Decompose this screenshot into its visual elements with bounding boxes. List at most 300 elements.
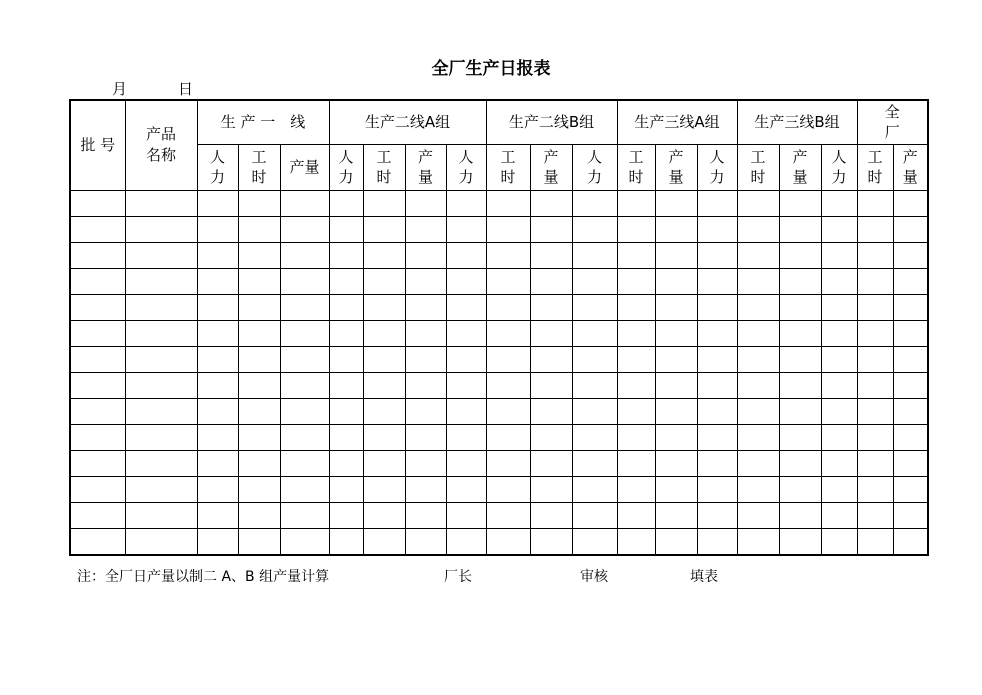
table-cell[interactable] bbox=[446, 268, 486, 294]
table-row bbox=[70, 398, 928, 424]
table-cell[interactable] bbox=[446, 216, 486, 242]
table-cell[interactable] bbox=[329, 450, 363, 476]
table-cell[interactable] bbox=[238, 450, 280, 476]
table-cell[interactable] bbox=[655, 398, 697, 424]
table-cell[interactable] bbox=[70, 502, 125, 528]
table-cell[interactable] bbox=[70, 242, 125, 268]
table-cell[interactable] bbox=[70, 450, 125, 476]
sub-renli: 人力 bbox=[446, 144, 486, 190]
table-cell[interactable] bbox=[280, 216, 329, 242]
table-cell[interactable] bbox=[405, 268, 446, 294]
table-cell[interactable] bbox=[363, 502, 405, 528]
table-cell[interactable] bbox=[617, 346, 655, 372]
table-cell[interactable] bbox=[893, 424, 928, 450]
table-cell[interactable] bbox=[655, 242, 697, 268]
table-row bbox=[70, 528, 928, 555]
table-row bbox=[70, 476, 928, 502]
table-cell[interactable] bbox=[737, 372, 779, 398]
table-cell[interactable] bbox=[486, 346, 530, 372]
table-cell[interactable] bbox=[125, 502, 197, 528]
table-cell[interactable] bbox=[821, 502, 857, 528]
table-cell[interactable] bbox=[737, 320, 779, 346]
table-cell[interactable] bbox=[893, 294, 928, 320]
table-cell[interactable] bbox=[530, 424, 572, 450]
table-cell[interactable] bbox=[238, 372, 280, 398]
table-cell[interactable] bbox=[197, 268, 238, 294]
table-cell[interactable] bbox=[125, 346, 197, 372]
table-cell[interactable] bbox=[486, 242, 530, 268]
table-cell[interactable] bbox=[821, 372, 857, 398]
table-cell[interactable] bbox=[697, 372, 737, 398]
table-cell[interactable] bbox=[405, 424, 446, 450]
table-cell[interactable] bbox=[697, 502, 737, 528]
table-cell[interactable] bbox=[530, 320, 572, 346]
table-cell[interactable] bbox=[737, 398, 779, 424]
table-cell[interactable] bbox=[446, 294, 486, 320]
table-cell[interactable] bbox=[572, 372, 617, 398]
table-cell[interactable] bbox=[779, 398, 821, 424]
table-cell[interactable] bbox=[280, 268, 329, 294]
table-cell[interactable] bbox=[572, 398, 617, 424]
table-cell[interactable] bbox=[572, 320, 617, 346]
table-cell[interactable] bbox=[329, 320, 363, 346]
table-cell[interactable] bbox=[779, 294, 821, 320]
table-cell[interactable] bbox=[655, 528, 697, 555]
table-cell[interactable] bbox=[617, 398, 655, 424]
table-cell[interactable] bbox=[530, 372, 572, 398]
table-cell[interactable] bbox=[197, 190, 238, 216]
table-cell[interactable] bbox=[197, 294, 238, 320]
table-cell[interactable] bbox=[486, 294, 530, 320]
table-row bbox=[70, 320, 928, 346]
table-cell[interactable] bbox=[857, 216, 893, 242]
table-cell[interactable] bbox=[821, 528, 857, 555]
table-cell[interactable] bbox=[572, 242, 617, 268]
table-cell[interactable] bbox=[530, 216, 572, 242]
sub-renli: 人力 bbox=[197, 144, 238, 190]
table-cell[interactable] bbox=[857, 502, 893, 528]
table-cell[interactable] bbox=[446, 190, 486, 216]
table-cell[interactable] bbox=[617, 502, 655, 528]
table-cell[interactable] bbox=[893, 398, 928, 424]
table-cell[interactable] bbox=[197, 528, 238, 555]
table-cell[interactable] bbox=[363, 216, 405, 242]
table-cell[interactable] bbox=[617, 450, 655, 476]
table-cell[interactable] bbox=[70, 398, 125, 424]
table-cell[interactable] bbox=[655, 216, 697, 242]
table-cell[interactable] bbox=[779, 424, 821, 450]
table-cell[interactable] bbox=[617, 190, 655, 216]
table-cell[interactable] bbox=[280, 398, 329, 424]
table-cell[interactable] bbox=[238, 476, 280, 502]
table-cell[interactable] bbox=[363, 450, 405, 476]
table-cell[interactable] bbox=[572, 502, 617, 528]
table-cell[interactable] bbox=[779, 528, 821, 555]
table-cell[interactable] bbox=[329, 424, 363, 450]
table-cell[interactable] bbox=[363, 528, 405, 555]
table-row bbox=[70, 372, 928, 398]
table-cell[interactable] bbox=[238, 216, 280, 242]
table-cell[interactable] bbox=[329, 372, 363, 398]
table-cell[interactable] bbox=[446, 424, 486, 450]
table-cell[interactable] bbox=[70, 424, 125, 450]
table-cell[interactable] bbox=[405, 294, 446, 320]
table-cell[interactable] bbox=[280, 242, 329, 268]
table-cell[interactable] bbox=[821, 450, 857, 476]
table-cell[interactable] bbox=[486, 450, 530, 476]
table-cell[interactable] bbox=[617, 320, 655, 346]
sub-gongshi: 工时 bbox=[363, 144, 405, 190]
table-cell[interactable] bbox=[655, 502, 697, 528]
table-cell[interactable] bbox=[125, 216, 197, 242]
table-cell[interactable] bbox=[697, 528, 737, 555]
table-cell[interactable] bbox=[857, 372, 893, 398]
table-cell[interactable] bbox=[617, 268, 655, 294]
table-cell[interactable] bbox=[893, 346, 928, 372]
table-cell[interactable] bbox=[197, 502, 238, 528]
table-cell[interactable] bbox=[821, 346, 857, 372]
table-cell[interactable] bbox=[486, 216, 530, 242]
table-cell[interactable] bbox=[893, 476, 928, 502]
table-cell[interactable] bbox=[857, 190, 893, 216]
table-cell[interactable] bbox=[697, 294, 737, 320]
month-label: 月 bbox=[112, 80, 128, 98]
table-cell[interactable] bbox=[486, 372, 530, 398]
table-cell[interactable] bbox=[238, 268, 280, 294]
table-cell[interactable] bbox=[280, 528, 329, 555]
table-cell[interactable] bbox=[486, 190, 530, 216]
table-cell[interactable] bbox=[737, 424, 779, 450]
table-cell[interactable] bbox=[238, 424, 280, 450]
table-cell[interactable] bbox=[70, 320, 125, 346]
table-cell[interactable] bbox=[857, 294, 893, 320]
sub-gongshi: 工时 bbox=[238, 144, 280, 190]
table-cell[interactable] bbox=[329, 242, 363, 268]
table-cell[interactable] bbox=[280, 502, 329, 528]
table-cell[interactable] bbox=[405, 502, 446, 528]
table-cell[interactable] bbox=[779, 372, 821, 398]
table-cell[interactable] bbox=[893, 242, 928, 268]
table-cell[interactable] bbox=[655, 424, 697, 450]
table-cell[interactable] bbox=[238, 528, 280, 555]
table-cell[interactable] bbox=[197, 320, 238, 346]
table-cell[interactable] bbox=[197, 372, 238, 398]
table-cell[interactable] bbox=[821, 398, 857, 424]
table-cell[interactable] bbox=[572, 268, 617, 294]
table-cell[interactable] bbox=[572, 476, 617, 502]
table-cell[interactable] bbox=[125, 294, 197, 320]
table-cell[interactable] bbox=[405, 450, 446, 476]
table-cell[interactable] bbox=[572, 216, 617, 242]
table-cell[interactable] bbox=[486, 398, 530, 424]
table-cell[interactable] bbox=[280, 424, 329, 450]
table-cell[interactable] bbox=[363, 346, 405, 372]
table-cell[interactable] bbox=[280, 346, 329, 372]
table-cell[interactable] bbox=[405, 320, 446, 346]
table-cell[interactable] bbox=[363, 294, 405, 320]
table-cell[interactable] bbox=[446, 398, 486, 424]
table-cell[interactable] bbox=[655, 190, 697, 216]
table-cell[interactable] bbox=[363, 268, 405, 294]
table-cell[interactable] bbox=[655, 268, 697, 294]
table-cell[interactable] bbox=[530, 476, 572, 502]
table-cell[interactable] bbox=[486, 424, 530, 450]
sub-chanliang: 产量 bbox=[779, 144, 821, 190]
table-cell[interactable] bbox=[70, 268, 125, 294]
table-cell[interactable] bbox=[238, 398, 280, 424]
sub-renli: 人力 bbox=[697, 144, 737, 190]
table-cell[interactable] bbox=[617, 424, 655, 450]
table-cell[interactable] bbox=[893, 502, 928, 528]
table-cell[interactable] bbox=[779, 502, 821, 528]
table-cell[interactable] bbox=[737, 528, 779, 555]
table-cell[interactable] bbox=[779, 242, 821, 268]
table-cell[interactable] bbox=[821, 242, 857, 268]
table-cell[interactable] bbox=[697, 346, 737, 372]
table-cell[interactable] bbox=[329, 476, 363, 502]
header-line1: 生 产 一 线 bbox=[197, 100, 329, 144]
table-cell[interactable] bbox=[821, 190, 857, 216]
table-cell[interactable] bbox=[779, 190, 821, 216]
table-cell[interactable] bbox=[821, 424, 857, 450]
table-cell[interactable] bbox=[893, 450, 928, 476]
table-cell[interactable] bbox=[779, 216, 821, 242]
table-cell[interactable] bbox=[857, 268, 893, 294]
table-cell[interactable] bbox=[280, 190, 329, 216]
table-cell[interactable] bbox=[655, 476, 697, 502]
header-line2a: 生产二线A组 bbox=[329, 100, 486, 144]
table-cell[interactable] bbox=[617, 294, 655, 320]
table-cell[interactable] bbox=[821, 294, 857, 320]
table-cell[interactable] bbox=[737, 476, 779, 502]
table-cell[interactable] bbox=[486, 528, 530, 555]
table-cell[interactable] bbox=[446, 346, 486, 372]
table-cell[interactable] bbox=[363, 242, 405, 268]
table-cell[interactable] bbox=[737, 216, 779, 242]
table-cell[interactable] bbox=[70, 216, 125, 242]
table-cell[interactable] bbox=[486, 502, 530, 528]
table-cell[interactable] bbox=[893, 216, 928, 242]
table-cell[interactable] bbox=[238, 502, 280, 528]
table-cell[interactable] bbox=[617, 476, 655, 502]
footer-factory-head: 厂长 bbox=[444, 569, 472, 585]
table-cell[interactable] bbox=[446, 242, 486, 268]
table-cell[interactable] bbox=[70, 346, 125, 372]
table-cell[interactable] bbox=[125, 450, 197, 476]
table-cell[interactable] bbox=[857, 450, 893, 476]
table-cell[interactable] bbox=[329, 398, 363, 424]
table-cell[interactable] bbox=[737, 502, 779, 528]
table-cell[interactable] bbox=[737, 346, 779, 372]
table-cell[interactable] bbox=[530, 450, 572, 476]
table-cell[interactable] bbox=[329, 294, 363, 320]
table-cell[interactable] bbox=[572, 528, 617, 555]
table-cell[interactable] bbox=[238, 320, 280, 346]
table-cell[interactable] bbox=[238, 346, 280, 372]
table-cell[interactable] bbox=[857, 346, 893, 372]
table-cell[interactable] bbox=[363, 398, 405, 424]
table-cell[interactable] bbox=[697, 216, 737, 242]
table-cell[interactable] bbox=[737, 190, 779, 216]
table-cell[interactable] bbox=[70, 476, 125, 502]
table-cell[interactable] bbox=[779, 450, 821, 476]
table-cell[interactable] bbox=[893, 528, 928, 555]
table-cell[interactable] bbox=[280, 294, 329, 320]
table-row bbox=[70, 502, 928, 528]
table-cell[interactable] bbox=[617, 216, 655, 242]
table-cell[interactable] bbox=[363, 424, 405, 450]
table-cell[interactable] bbox=[329, 268, 363, 294]
table-cell[interactable] bbox=[617, 372, 655, 398]
table-cell[interactable] bbox=[737, 450, 779, 476]
table-cell[interactable] bbox=[617, 528, 655, 555]
table-cell[interactable] bbox=[857, 476, 893, 502]
table-cell[interactable] bbox=[779, 320, 821, 346]
table-cell[interactable] bbox=[280, 450, 329, 476]
table-cell[interactable] bbox=[737, 242, 779, 268]
table-cell[interactable] bbox=[572, 450, 617, 476]
table-cell[interactable] bbox=[530, 502, 572, 528]
table-cell[interactable] bbox=[329, 528, 363, 555]
table-cell[interactable] bbox=[617, 242, 655, 268]
table-cell[interactable] bbox=[530, 294, 572, 320]
table-cell[interactable] bbox=[405, 476, 446, 502]
table-cell[interactable] bbox=[125, 398, 197, 424]
table-cell[interactable] bbox=[697, 320, 737, 346]
table-cell[interactable] bbox=[125, 242, 197, 268]
table-cell[interactable] bbox=[697, 268, 737, 294]
table-cell[interactable] bbox=[446, 372, 486, 398]
table-cell[interactable] bbox=[821, 268, 857, 294]
table-cell[interactable] bbox=[655, 294, 697, 320]
table-cell[interactable] bbox=[405, 216, 446, 242]
table-cell[interactable] bbox=[530, 398, 572, 424]
table-cell[interactable] bbox=[125, 268, 197, 294]
table-cell[interactable] bbox=[655, 346, 697, 372]
table-cell[interactable] bbox=[329, 216, 363, 242]
table-cell[interactable] bbox=[280, 320, 329, 346]
table-cell[interactable] bbox=[125, 372, 197, 398]
table-cell[interactable] bbox=[405, 528, 446, 555]
table-cell[interactable] bbox=[238, 294, 280, 320]
table-cell[interactable] bbox=[572, 424, 617, 450]
table-cell[interactable] bbox=[125, 320, 197, 346]
table-cell[interactable] bbox=[655, 320, 697, 346]
table-cell[interactable] bbox=[697, 398, 737, 424]
table-cell[interactable] bbox=[446, 476, 486, 502]
table-cell[interactable] bbox=[779, 268, 821, 294]
table-cell[interactable] bbox=[197, 216, 238, 242]
table-cell[interactable] bbox=[197, 346, 238, 372]
table-cell[interactable] bbox=[779, 346, 821, 372]
table-cell[interactable] bbox=[893, 372, 928, 398]
table-cell[interactable] bbox=[405, 372, 446, 398]
table-cell[interactable] bbox=[530, 268, 572, 294]
table-cell[interactable] bbox=[363, 190, 405, 216]
table-cell[interactable] bbox=[821, 320, 857, 346]
table-cell[interactable] bbox=[857, 320, 893, 346]
table-cell[interactable] bbox=[238, 242, 280, 268]
table-cell[interactable] bbox=[893, 268, 928, 294]
table-cell[interactable] bbox=[572, 346, 617, 372]
table-cell[interactable] bbox=[70, 190, 125, 216]
table-cell[interactable] bbox=[405, 398, 446, 424]
table-cell[interactable] bbox=[857, 424, 893, 450]
table-cell[interactable] bbox=[821, 216, 857, 242]
table-cell[interactable] bbox=[857, 528, 893, 555]
table-cell[interactable] bbox=[857, 398, 893, 424]
header-batch: 批 号 bbox=[70, 100, 125, 190]
table-cell[interactable] bbox=[70, 294, 125, 320]
table-cell[interactable] bbox=[572, 190, 617, 216]
table-cell[interactable] bbox=[329, 190, 363, 216]
table-cell[interactable] bbox=[737, 268, 779, 294]
table-cell[interactable] bbox=[329, 346, 363, 372]
table-cell[interactable] bbox=[280, 476, 329, 502]
table-cell[interactable] bbox=[446, 450, 486, 476]
table-cell[interactable] bbox=[363, 320, 405, 346]
table-cell[interactable] bbox=[125, 476, 197, 502]
table-cell[interactable] bbox=[125, 424, 197, 450]
table-cell[interactable] bbox=[779, 476, 821, 502]
table-cell[interactable] bbox=[70, 372, 125, 398]
table-cell[interactable] bbox=[486, 476, 530, 502]
table-cell[interactable] bbox=[893, 320, 928, 346]
table-cell[interactable] bbox=[405, 242, 446, 268]
table-cell[interactable] bbox=[530, 346, 572, 372]
table-cell[interactable] bbox=[125, 528, 197, 555]
table-cell[interactable] bbox=[821, 476, 857, 502]
table-cell[interactable] bbox=[197, 398, 238, 424]
table-cell[interactable] bbox=[572, 294, 617, 320]
table-cell[interactable] bbox=[197, 450, 238, 476]
table-cell[interactable] bbox=[893, 190, 928, 216]
table-cell[interactable] bbox=[329, 502, 363, 528]
table-cell[interactable] bbox=[486, 320, 530, 346]
table-cell[interactable] bbox=[446, 528, 486, 555]
table-cell[interactable] bbox=[280, 372, 329, 398]
table-cell[interactable] bbox=[197, 476, 238, 502]
table-cell[interactable] bbox=[530, 190, 572, 216]
sub-chanliang: 产量 bbox=[655, 144, 697, 190]
table-cell[interactable] bbox=[530, 528, 572, 555]
table-cell[interactable] bbox=[737, 294, 779, 320]
table-cell[interactable] bbox=[697, 424, 737, 450]
sub-chanliang: 产量 bbox=[893, 144, 928, 190]
table-row bbox=[70, 216, 928, 242]
table-cell[interactable] bbox=[363, 476, 405, 502]
table-cell[interactable] bbox=[405, 190, 446, 216]
table-cell[interactable] bbox=[70, 528, 125, 555]
table-cell[interactable] bbox=[857, 242, 893, 268]
table-cell[interactable] bbox=[486, 268, 530, 294]
table-cell[interactable] bbox=[197, 424, 238, 450]
table-cell[interactable] bbox=[655, 450, 697, 476]
table-cell[interactable] bbox=[197, 242, 238, 268]
table-cell[interactable] bbox=[446, 320, 486, 346]
table-cell[interactable] bbox=[363, 372, 405, 398]
table-cell[interactable] bbox=[238, 190, 280, 216]
table-cell[interactable] bbox=[530, 242, 572, 268]
table-cell[interactable] bbox=[125, 190, 197, 216]
table-cell[interactable] bbox=[697, 190, 737, 216]
table-cell[interactable] bbox=[697, 450, 737, 476]
table-cell[interactable] bbox=[405, 346, 446, 372]
table-cell[interactable] bbox=[446, 502, 486, 528]
table-cell[interactable] bbox=[655, 372, 697, 398]
table-cell[interactable] bbox=[697, 242, 737, 268]
table-cell[interactable] bbox=[697, 476, 737, 502]
